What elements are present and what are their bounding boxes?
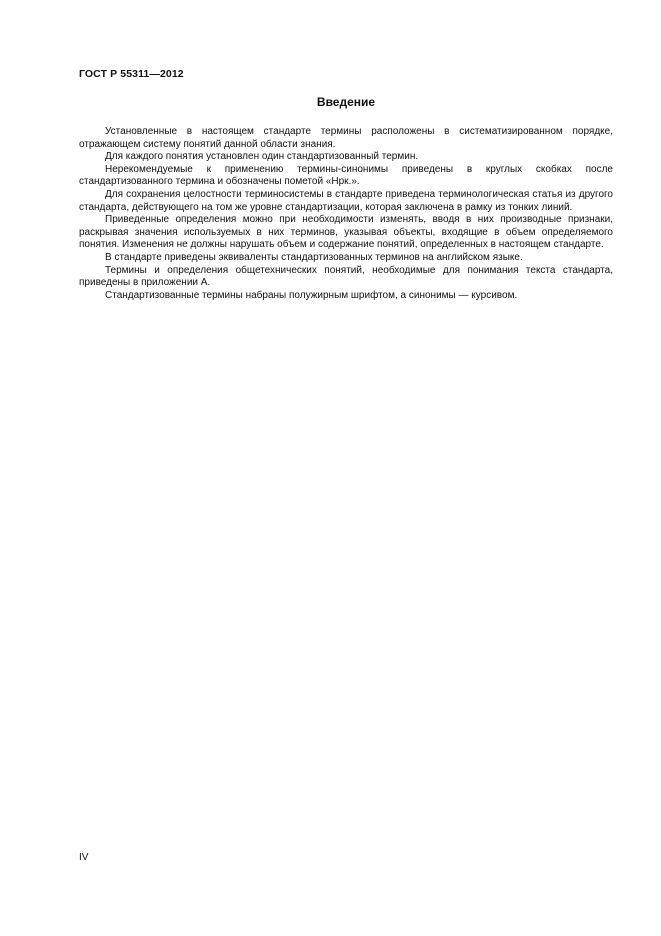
section-title: Введение [316,95,376,109]
page-number: IV [79,852,89,863]
paragraph: Установленные в настоящем стандарте термины расположены в систематизированном порядке, отражающем систему понятий данной области знания. [79,126,613,150]
paragraph: Для сохранения целостности терминосистемы в стандарте приведена терминологическая статья из другого стандарта, действующего на том же уровне стандартизации, которая заключена в рамку из тонких линий. [79,188,613,213]
paragraph: Приведенные определения можно при необходимости изменять, вводя в них производные признаки, раскрывая значения используемых в них терминов, указывая объекты, входящие в объем определяемого понятия. Изменения не должны нарушать объем и содержание понятий, определенных в настоящем стандарте. [79,214,613,251]
document-code: ГОСТ Р 55311—2012 [79,68,184,80]
paragraph: В стандарте приведены эквиваленты стандартизованных терминов на английском языке. [105,251,523,263]
paragraph: Стандартизованные термины набраны полужирным шрифтом, а синонимы — курсивом. [105,289,518,301]
paragraph: Нерекомендуемые к применению термины-синонимы приведены в круглых скобках после стандартизованного термина и обозначены пометой «Нрк.». [79,163,613,188]
section-body [79,126,613,302]
paragraph: Термины и определения общетехнических понятий, необходимые для понимания текста стандарта, приведены в приложении А. [79,264,613,289]
paragraph: Для каждого понятия установлен один стандартизованный термин. [105,151,419,163]
